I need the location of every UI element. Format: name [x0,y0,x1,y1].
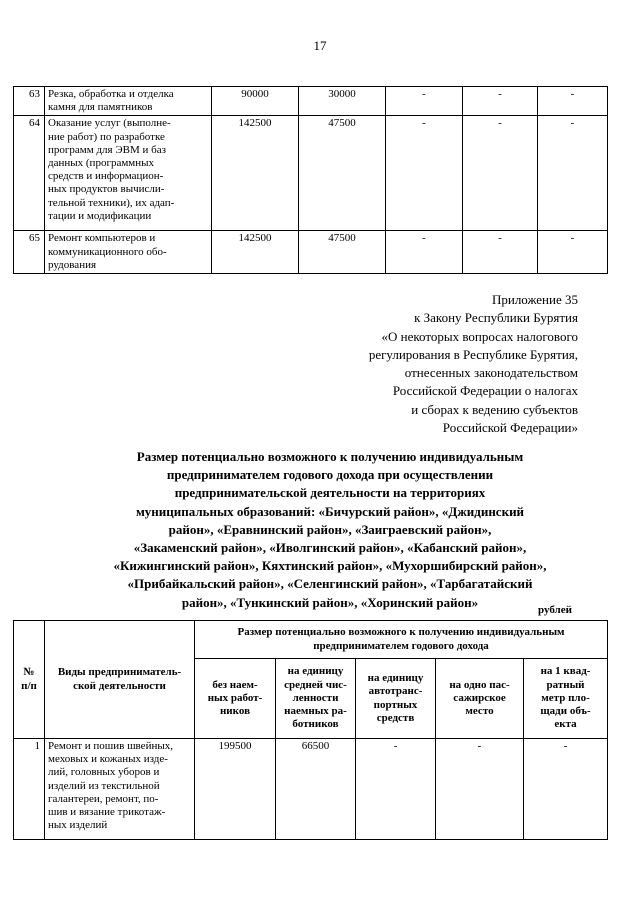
per-sqm-cell: - [538,87,608,116]
title-line: предпринимательской деятельности на территориях [174,485,486,501]
per-seat-cell: - [436,739,524,840]
per-employee-cell: 47500 [299,231,386,274]
appendix-line: Российской Федерации» [442,420,578,436]
continuation-table [13,86,608,274]
row-number: 65 [14,231,45,274]
header-per-sqm: на 1 квад- ратный метр пло- щади объ- екта [524,659,608,739]
appendix-line: Приложение 35 [491,292,578,307]
no-employees-cell: 142500 [212,231,299,274]
row-number: 64 [14,116,45,231]
per-employee-cell: 66500 [276,739,356,840]
title-line: район», «Еравнинский район», «Заиграевский район», [168,521,492,537]
title-line: предпринимателем годового дохода при осуществлении [166,467,494,483]
per-vehicle-cell: - [386,116,463,231]
per-vehicle-cell: - [386,231,463,274]
appendix-line: Российской Федерации о налогах [392,383,578,399]
title-line: «Прибайкальский район», «Селенгинский район», «Тарбагатайский [127,576,533,592]
no-employees-cell: 90000 [212,87,299,116]
header-per-vehicle: на единицу автотранс- портных средств [356,659,436,739]
title-line: «Кижингинский район», Кяхтинский район», «Мухоршибирский район», [113,558,547,574]
per-seat-cell: - [463,87,538,116]
appendix-line: регулирования в Республике Бурятия, [368,346,578,362]
table-row [14,116,608,231]
header-per-employee: на единицу средней чис- ленности наемных ра- ботников [276,659,356,739]
row-number: 1 [14,739,45,840]
title-line: район», «Тункинский район», «Хоринский район» [181,594,479,610]
no-employees-cell: 142500 [212,116,299,231]
per-vehicle-cell: - [386,87,463,116]
per-vehicle-cell: - [356,739,436,840]
activity-cell: Ремонт и пошив швейных, меховых и кожаных изде- лий, головных уборов и изделий из текстильной галантереи, ремонт, по- шив и вязание трикотаж- ных изделий [45,739,195,840]
per-sqm-cell: - [524,739,608,840]
title-line: Размер потенциально возможного к получению индивидуальным [136,449,524,464]
title-line: «Закаменский район», «Иволгинский район», «Кабанский район», [133,540,527,556]
appendix-line: «О некоторых вопросах налогового [381,328,578,344]
activity-cell: Оказание услуг (выполне- ние работ) по разработке программ для ЭВМ и баз данных (программных средств и информацион- ных продуктов вычисли- тельной техники), их адап- тации и модификации [45,116,212,231]
per-seat-cell: - [463,116,538,231]
row-number: 63 [14,87,45,116]
appendix-line: отнесенных законодательством [404,365,578,381]
header-income-group: Размер потенциально возможного к получению индивидуальным предпринимателем годового дохода [195,621,608,659]
header-no-employees: без наем- ных работ- ников [195,659,276,739]
activity-cell: Ремонт компьютеров и коммуникационного обо- рудования [45,231,212,274]
document-title [40,448,620,612]
table-header-row [14,621,608,659]
table-row [14,739,608,840]
income-table [13,620,608,840]
header-activity: Виды предприниматель- ской деятельности [45,621,195,739]
no-employees-cell: 199500 [195,739,276,840]
per-seat-cell: - [463,231,538,274]
table-row [14,231,608,274]
appendix-line: к Закону Республики Бурятия [414,310,578,326]
page-number: 17 [313,38,327,53]
appendix-line: и сборах к ведению субъектов [411,401,578,417]
per-employee-cell: 47500 [299,116,386,231]
per-sqm-cell: - [538,116,608,231]
per-employee-cell: 30000 [299,87,386,116]
activity-cell: Резка, обработка и отделка камня для памятников [45,87,212,116]
header-per-seat: на одно пас- сажирское место [436,659,524,739]
per-sqm-cell: - [538,231,608,274]
table-row [14,87,608,116]
title-line: муниципальных образований: «Бичурский район», «Джидинский [135,503,525,519]
unit-label: рублей [538,604,572,616]
header-num: № п/п [14,621,45,739]
appendix-heading [300,291,578,437]
